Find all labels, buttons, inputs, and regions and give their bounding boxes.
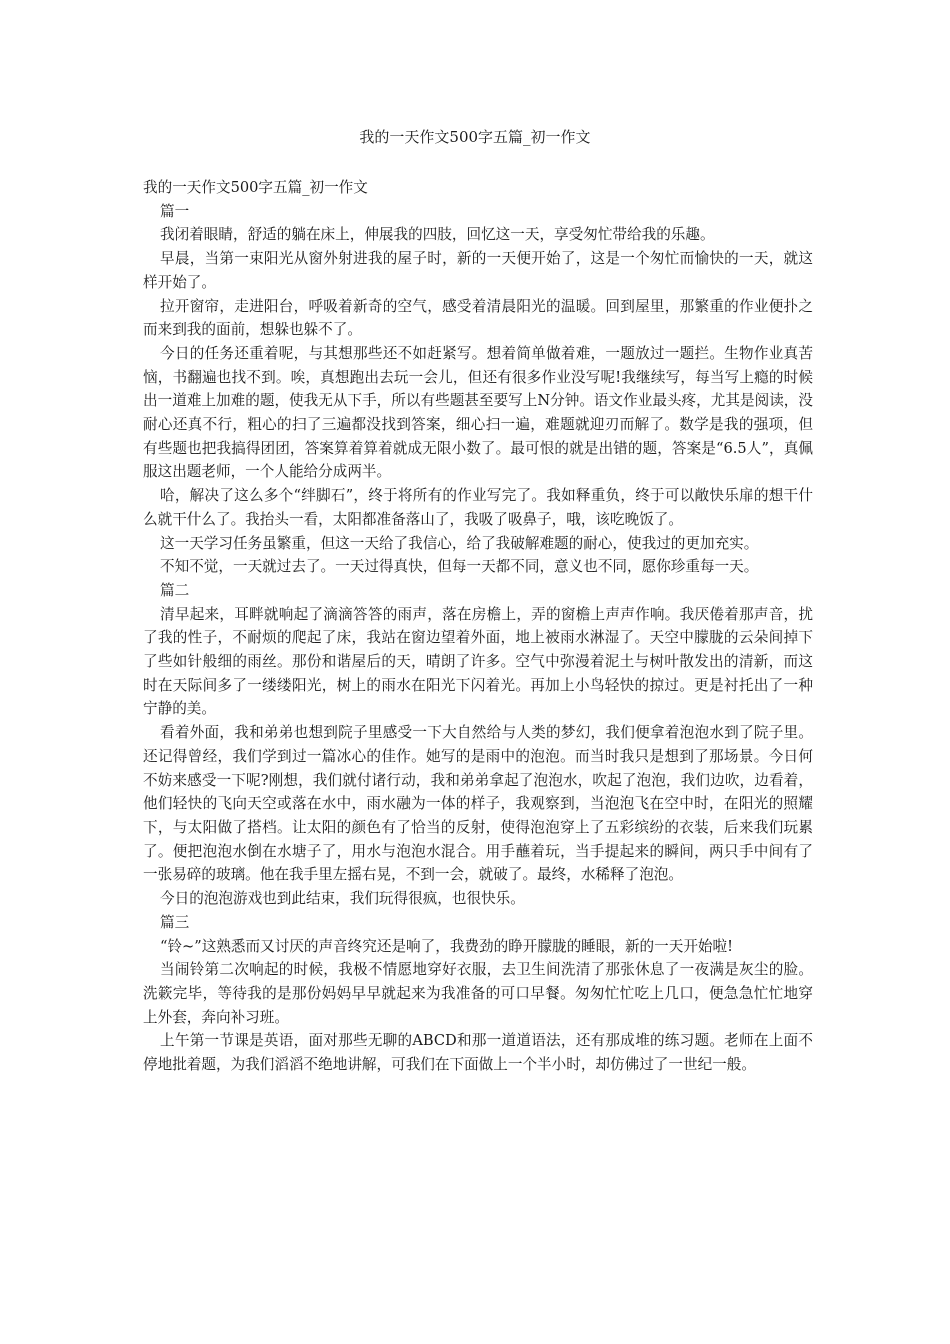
section-label: 篇二: [160, 581, 190, 599]
document-title: 我的一天作文500字五篇_初一作文: [359, 128, 591, 146]
document-heading: 我的一天作文500字五篇_初一作文: [143, 179, 368, 196]
document-body: [143, 176, 813, 1077]
paragraph: 不知不觉，一天就过去了。一天过得真快，但每一天都不同，意义也不同，愿你珍重每一天。: [160, 558, 759, 576]
paragraph: 上午第一节课是英语，面对那些无聊的ABCD和那一道道语法，还有那成堆的练习题。老师在上面不停地批着题，为我们滔滔不绝地讲解，可我们在下面做上一个半小时，却仿佛过了一世纪一般。: [143, 1032, 813, 1074]
paragraph: 拉开窗帘，走进阳台，呼吸着新奇的空气，感受着清晨阳光的温暖。回到屋里，那繁重的作业便扑之而来到我的面前，想躲也躲不了。: [143, 297, 813, 339]
paragraph: 今日的泡泡游戏也到此结束，我们玩得很疯，也很快乐。: [160, 890, 525, 908]
paragraph: 我闭着眼睛，舒适的躺在床上，伸展我的四肢，回忆这一天，享受匆忙带给我的乐趣。: [160, 226, 715, 244]
paragraph: 清早起来，耳畔就响起了滴滴答答的雨声，落在房檐上，弄的窗檐上声声作响。我厌倦着那声音，扰了我的性子，不耐烦的爬起了床，我站在窗边望着外面，地上被雨水淋湿了。天空中朦胧的云朵间掉下了些如针般细的雨丝。那份和谐屋后的天，晴朗了许多。空气中弥漫着泥土与树叶散发出的清新，而这时在天际间多了一缕缕阳光，树上的雨水在阳光下闪着光。再加上小鸟轻快的掠过。更是衬托出了一种宁静的美。: [143, 605, 813, 718]
paragraph: 今日的任务还重着呢，与其想那些还不如赶紧写。想着简单做着难，一题放过一题拦。生物作业真苦恼，书翻遍也找不到。唉，真想跑出去玩一会儿，但还有很多作业没写呢!我继续写，每当写上瘾的时候出一道难上加难的题，使我无从下手，所以有些题甚至要写上N分钟。语文作业最头疼，尤其是阅读，没耐心还真不行，粗心的扫了三遍都没找到答案，细心扫一遍，难题就迎刃而解了。数学是我的强项，但有些题也把我搞得团团，答案算着算着就成无限小数了。最可恨的就是出错的题，答案是“6.5人”，真佩服这出题老师，一个人能给分成两半。: [143, 344, 813, 481]
section-label: 篇三: [160, 913, 190, 931]
paragraph: 当闹铃第二次响起的时候，我极不情愿地穿好衣服，去卫生间洗清了那张休息了一夜满是灰尘的脸。洗簌完毕，等待我的是那份妈妈早早就起来为我准备的可口早餐。匆匆忙忙吃上几口，便急急忙忙地穿上外套，奔向补习班。: [143, 961, 813, 1026]
paragraph: 看着外面，我和弟弟也想到院子里感受一下大自然给与人类的梦幻，我们便拿着泡泡水到了院子里。还记得曾经，我们学到过一篇冰心的佳作。她写的是雨中的泡泡。而当时我只是想到了那场景。今日何不妨来感受一下呢?刚想，我们就付诸行动，我和弟弟拿起了泡泡水，吹起了泡泡，我们边吹，边看着，他们轻快的飞向天空或落在水中，雨水融为一体的样子，我观察到，当泡泡飞在空中时，在阳光的照耀下，与太阳做了搭档。让太阳的颜色有了恰当的反射，使得泡泡穿上了五彩缤纷的衣装，后来我们玩累了。便把泡泡水倒在水塘子了，用水与泡泡水混合。用手蘸着玩，当手提起来的瞬间，两只手中间有了一张易碎的玻璃。他在我手里左摇右晃，不到一会，就破了。最终，水稀释了泡泡。: [143, 724, 813, 884]
paragraph: “铃~”这熟悉而又讨厌的声音终究还是响了，我费劲的睁开朦胧的睡眼，新的一天开始啦!: [160, 937, 733, 955]
paragraph: 这一天学习任务虽繁重，但这一天给了我信心，给了我破解难题的耐心，使我过的更加充实。: [160, 534, 759, 552]
paragraph: 早晨，当第一束阳光从窗外射进我的屋子时，新的一天便开始了，这是一个匆忙而愉快的一天，就这样开始了。: [143, 250, 813, 291]
paragraph: 哈，解决了这么多个“绊脚石”，终于将所有的作业写完了。我如释重负，终于可以敞快乐扉的想干什么就干什么了。我抬头一看，太阳都准备落山了，我吸了吸鼻子，哦，该吃晚饭了。: [143, 487, 813, 528]
section-label: 篇一: [160, 202, 190, 220]
